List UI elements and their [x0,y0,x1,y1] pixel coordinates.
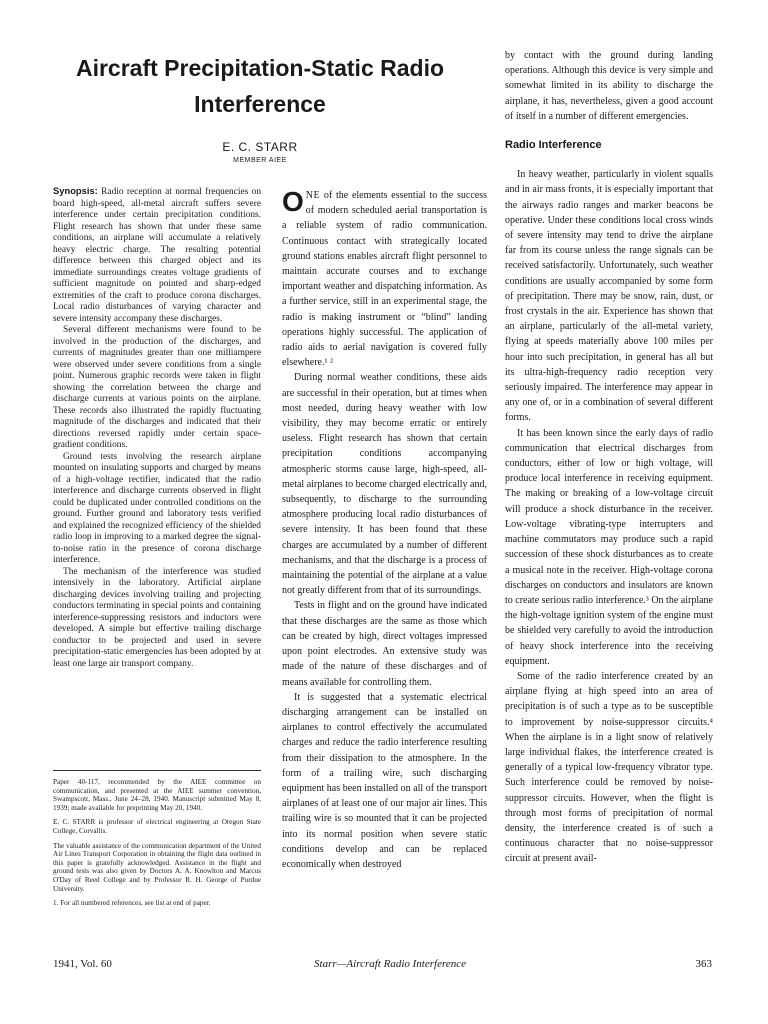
footnote-paper-info: Paper 40-117, recommended by the AIEE committee on communication, and presented at the AIEE summer convention, Swampscott, Mass., June 24–28, 1940. Manuscript submitted May 8, 1939; made available for preprinting May 20, 1940. [53,778,261,812]
article-title: Aircraft Precipitation-Static Radio Interference [75,55,445,117]
synopsis-paragraph: Ground tests involving the research airplane mounted on insulating supports and charged by means of a high-voltage rectifier, indicated that the radio interference and discharge currents observed in flight could be duplicated under controlled conditions on the ground. Further ground and laboratory tests verified and explained the recognized efficiency of the shielded radio loop in improving to a marked degree the signal-to-noise ratio in the presence of corona discharge interference. [53,451,261,565]
body-paragraph: It is suggested that a systematic electrical discharging arrangement can be installed on airplanes to control effectively the accumulated charges and reduce the radio interference resulting from their dissipation to the atmosphere. In the form of a trailing wire, such discharging equipment has been installed on all of the transport airplanes of at least one of our major air lines. This trailing wire is so mounted that it can be projected into its normal position when severe static conditions develop and can be replaced economically when destroyed [282,691,487,870]
footnote-author-info: E. C. STARR is professor of electrical engineering at Oregon State College, Corvallis. [53,818,261,835]
author-name: E. C. STARR [222,140,298,154]
body-paragraph: Some of the radio interference created by an airplane flying at high speed into an area of precipitation is of such a type as to be susceptible to improvement by noise-suppressor circuits.⁴ When the airplane is in a light snow of relatively large individual flakes, the interference created is generally of a typical low-frequency vibrator type. Such interference could be removed by noise-suppressor circuits. However, when the flight is through most forms of precipitation of normal density, the interference created is of such a continuous character that no noise-suppressor circuit at present avail- [505,670,713,865]
synopsis-paragraph: The mechanism of the interference was studied intensively in the laboratory. Artificial airplane discharging devices involving trailing and projecting conductors terminating in special points and containing interference-suppressing resistors and inductors were developed. A simple but effective trailing discharge conductor to be projected and used in severe precipitation-static emergencies has been adopted by at least one large air transport company. [53,566,261,669]
footnote-references: 1. For all numbered references, see list at end of paper. [53,899,211,908]
body-paragraph: During normal weather conditions, these aids are successful in their operation, but at times when most needed, during heavy weather with low visibility, they may become erratic or entirely useless. Flight research has shown that certain precipitation conditions accompanying atmospheric storms cause large, high-speed, all-metal airplanes to become charged electrically and, subsequently, to discharge to the surrounding atmosphere producing local radio disturbances of severe intensity. It has been found that these charges are accumulated by a number of different mechanisms, and that the discharge is a process of maintaining the potential of the airplane at a value not greatly different from that of its surroundings. [282,372,487,597]
footer-volume: 1941, Vol. 60 [53,958,112,970]
footnote-divider [53,770,261,771]
synopsis-column [53,185,261,670]
body-column-3 [505,48,713,867]
author-membership: MEMBER AIEE [233,157,287,164]
body-paragraph: In heavy weather, particularly in violent squalls and in air mass fronts, it is especially important that the airways radio ranges and marker beacons be operative. Under these conditions local cross winds of severe intensity may tend to drive the airplane far from its course unless the range signals can be received satisfactorily. Unfortunately, such weather conditions are usually accompanied by some form of precipitation. There may be snow, rain, dust, or frost crystals in the air. Experience has shown that an airplane, particularly of the all-metal variety, flying at speeds materially above 100 miles per hour into such precipitation, in general has all but its ultra-high-frequency radio reception very seriously impaired. The interference may appear in any one of, or in a combination of several different forms. [505,169,713,424]
footer-running-title: Starr—Aircraft Radio Interference [314,958,466,970]
body-paragraph: ONE of the elements essential to the success of modern scheduled aerial transportation is a reliable system of radio communication. Continuous contact with strategically located ground stations enables aircraft flight personnel to maintain accurate courses and to exchange important weather and dispatching information. As a further service, still in an experimental stage, the radio is making instrument or “blind” landing operations highly successful. The application of radio aids to aerial navigation is covered fully elsewhere.¹ ² [282,186,487,369]
author-block [60,140,460,168]
drop-cap: O [282,186,304,217]
body-paragraph: It has been known since the early days of radio communication that electrical discharges from conductors, either of low or high voltage, will produce local interference in receiving equipment. The making or breaking of a low-voltage circuit will produce a shock disturbance in the receiver. Low-voltage vibrating-type interrupters and machine commutators may produce such a rapid succession of these shock disturbances as to create a musical note in the receiver. High-voltage corona discharges on conductors and insulators are known to create serious radio interference.³ On the airplane the high-voltage ignition system of the engine must be shielded very carefully to avoid the introduction of heavy shock interference into the receiving equipment. [505,427,713,667]
body-paragraph-continued: by contact with the ground during landing operations. Although this device is very simple and somewhat limited in its ability to discharge the airplane, it has, nevertheless, given a good account of itself in a number of different emergencies. [505,50,713,122]
section-heading: Radio Interference [505,139,602,152]
body-column-2 [282,188,487,872]
page-number: 363 [695,958,712,970]
synopsis-label: Synopsis: [53,185,98,196]
footnotes [53,778,261,914]
body-paragraph: Tests in flight and on the ground have indicated that these discharges are the same as those which can be created by high, direct voltages impressed upon point electrodes. An extensive study was made of the nature of these discharges and of means available for controlling them. [282,600,487,688]
footnote-acknowledgment: The valuable assistance of the communication department of the United Air Lines Transport Corporation in obtaining the flight data outlined in this paper is gratefully acknowledged. Assistance in the flight and ground tests was also given by Doctors A. A. Knowlton and Marcus O'Day of Reed College and by Professor R. H. George of Purdue University. [53,841,261,893]
synopsis-paragraph: Synopsis: Radio reception at normal frequencies on board high-speed, all-metal aircraft suffers severe interference under certain precipitation conditions. Flight research has shown that under these same conditions, an airplane will accumulate a relatively heavy electric charge. The resulting potential difference between this charged object and its immediate surroundings creates voltage gradients of sufficient magnitude on pointed and sharp-edged extremities of the craft to produce corona discharges. Local radio disturbances of varying character and severe intensity accompany these discharges. [53,185,262,324]
synopsis-paragraph: Several different mechanisms were found to be involved in the production of the discharges, and currents of magnitudes greater than one milliampere were observed under severe conditions from a single point. Numerous graphic records were taken in flight showing the correlation between the charge and discharge currents at various points on the airplane. These records also illustrated the rapidly fluctuating magnitude of the discharges and indicated that their directions reversed rapidly under certain space-gradient conditions. [53,325,261,450]
